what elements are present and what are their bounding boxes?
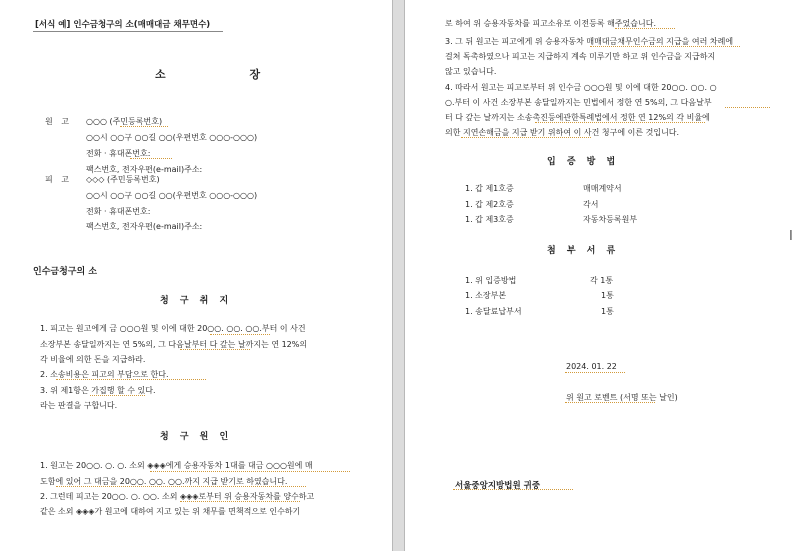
- cont-line-2: 3. 그 뒤 원고는 피고에게 위 승용자동차 매매대금채무인수금의 지급을 여러 차례에: [445, 37, 734, 46]
- underline-mark: [120, 126, 168, 127]
- underline-mark: [180, 349, 250, 350]
- page-edge-left: [392, 0, 393, 551]
- claim-cause-line-1: 1. 원고는 20○○. ○. ○. 소외 ◈◈◈에게 승용자동차 1대를 대금 ○○○원에 매: [40, 461, 313, 470]
- defendant-phone: 전화 · 휴대폰번호:: [86, 207, 151, 216]
- evidence-item-1: 1. 갑 제1호증: [465, 184, 514, 193]
- doc-title: 소 장: [155, 68, 301, 81]
- defendant-role: 피 고: [45, 175, 72, 184]
- attachment-item-2: 1. 소장부본: [465, 291, 507, 300]
- underline-mark: [461, 137, 591, 138]
- evidence-item-2: 1. 갑 제2호증: [465, 200, 514, 209]
- evidence-desc-2: 각서: [583, 200, 599, 209]
- cont-line-7: 터 다 갚는 날까지는 소송촉진등에관한특례법에서 정한 연 12%의 각 비율에: [445, 113, 710, 122]
- underline-mark: [180, 501, 300, 502]
- underline-mark: [150, 471, 350, 472]
- attachment-item-1: 1. 위 입증방법: [465, 276, 517, 285]
- defendant-name: ◇◇◇ (주민등록번호): [86, 175, 160, 184]
- cont-line-3: 걸쳐 독촉하였으나 피고는 지급하지 계속 미루기만 하고 위 인수금을 지급하지: [445, 52, 716, 61]
- underline-mark: [565, 402, 655, 403]
- form-label: [서식 예] 인수금청구의 소(매매대금 채무면수): [35, 20, 211, 30]
- attachment-count-3: 1통: [601, 307, 614, 316]
- claim-purpose-line-4: 2. 소송비용은 피고의 부담으로 한다.: [40, 370, 169, 379]
- attachment-count-1: 각 1통: [590, 276, 614, 285]
- claim-purpose-line-1: 1. 피고는 원고에게 금 ○○○원 및 이에 대한 20○○. ○○. ○○.부터 이 사건: [40, 324, 306, 333]
- attachment-count-2: 1통: [601, 291, 614, 300]
- cont-line-5: 4. 따라서 원고는 피고로부터 위 인수금 ○○○원 및 이에 대한 20○○. ○○. ○: [445, 83, 717, 92]
- underline-mark: [590, 46, 740, 47]
- evidence-item-3: 1. 갑 제3호증: [465, 215, 514, 224]
- claim-cause-line-2: 도함에 있어 그 대금을 20○○. ○○. ○○.까지 지급 받기로 하였습니다.: [40, 477, 288, 486]
- underline-mark: [130, 158, 172, 159]
- claim-cause-heading: 청 구 원 인: [160, 432, 233, 442]
- defendant-address: ○○시 ○○구 ○○길 ○○(우편번호 ○○○-○○○): [86, 191, 258, 200]
- underline-mark: [565, 372, 625, 373]
- underline-mark: [615, 28, 675, 29]
- document-page-left: [0, 0, 392, 551]
- claim-cause-line-4: 같은 소외 ◈◈◈가 원고에 대하여 지고 있는 위 채무를 면책적으로 인수하기: [40, 507, 301, 516]
- defendant-fax: 팩스번호, 전자우편(e-mail)주소:: [86, 222, 203, 231]
- attachment-item-3: 1. 송달료납부서: [465, 307, 522, 316]
- plaintiff-name: ○○○ (주민등록번호): [86, 117, 163, 126]
- plaintiff-role: 원 고: [45, 117, 72, 126]
- claim-purpose-line-5: 3. 위 제1항은 가집행 할 수 있다.: [40, 386, 156, 395]
- underline-mark: [535, 122, 705, 123]
- text-cursor-icon: Ⅰ: [789, 229, 793, 244]
- underline-mark: [725, 107, 770, 108]
- evidence-desc-3: 자동차등록원부: [583, 215, 638, 224]
- underline-mark: [56, 486, 306, 487]
- claim-purpose-heading: 청 구 취 지: [160, 296, 233, 306]
- underline-mark: [210, 334, 270, 335]
- cont-line-4: 않고 있습니다.: [445, 67, 497, 76]
- cont-line-1: 로 하여 위 승용자동차를 피고소유로 이전등록 해주었습니다.: [445, 19, 656, 28]
- claim-purpose-line-2: 소장부본 송달일까지는 연 5%의, 그 다음날부터 다 갚는 날까지는 연 12%의: [40, 340, 308, 349]
- filing-date: 2024. 01. 22: [566, 362, 617, 371]
- form-label-underline: [33, 31, 223, 32]
- claim-purpose-line-3: 각 비율에 의한 돈을 지급하라.: [40, 355, 146, 364]
- court-name: 서울중앙지방법원 귀중: [455, 481, 541, 491]
- underline-mark: [453, 489, 573, 490]
- case-name: 인수금청구의 소: [33, 267, 97, 277]
- document-page-right: [405, 0, 800, 551]
- signature-line: 위 원고 로벤트 (서명 또는 날인): [566, 393, 678, 402]
- claim-cause-line-3: 2. 그런데 피고는 20○○. ○. ○○. 소외 ◈◈◈로부터 위 승용자동차를 양수하고: [40, 492, 315, 501]
- plaintiff-fax: 팩스번호, 전자우편(e-mail)주소:: [86, 165, 203, 174]
- evidence-desc-1: 매매계약서: [583, 184, 622, 193]
- underline-mark: [90, 395, 145, 396]
- underline-mark: [56, 379, 206, 380]
- plaintiff-phone: 전화 · 휴대폰번호:: [86, 149, 151, 158]
- evidence-heading: 입 증 방 법: [547, 157, 620, 167]
- cont-line-8: 의한 지연손해금을 지급 받기 위하여 이 사건 청구에 이른 것입니다.: [445, 128, 680, 137]
- cont-line-6: ○.부터 이 사건 소장부본 송달일까지는 민법에서 정한 연 5%의, 그 다음날부: [445, 98, 712, 107]
- claim-purpose-line-6: 라는 판결을 구합니다.: [40, 401, 118, 410]
- attachments-heading: 첨 부 서 류: [547, 246, 620, 256]
- plaintiff-address: ○○시 ○○구 ○○길 ○○(우편번호 ○○○-○○○): [86, 133, 258, 142]
